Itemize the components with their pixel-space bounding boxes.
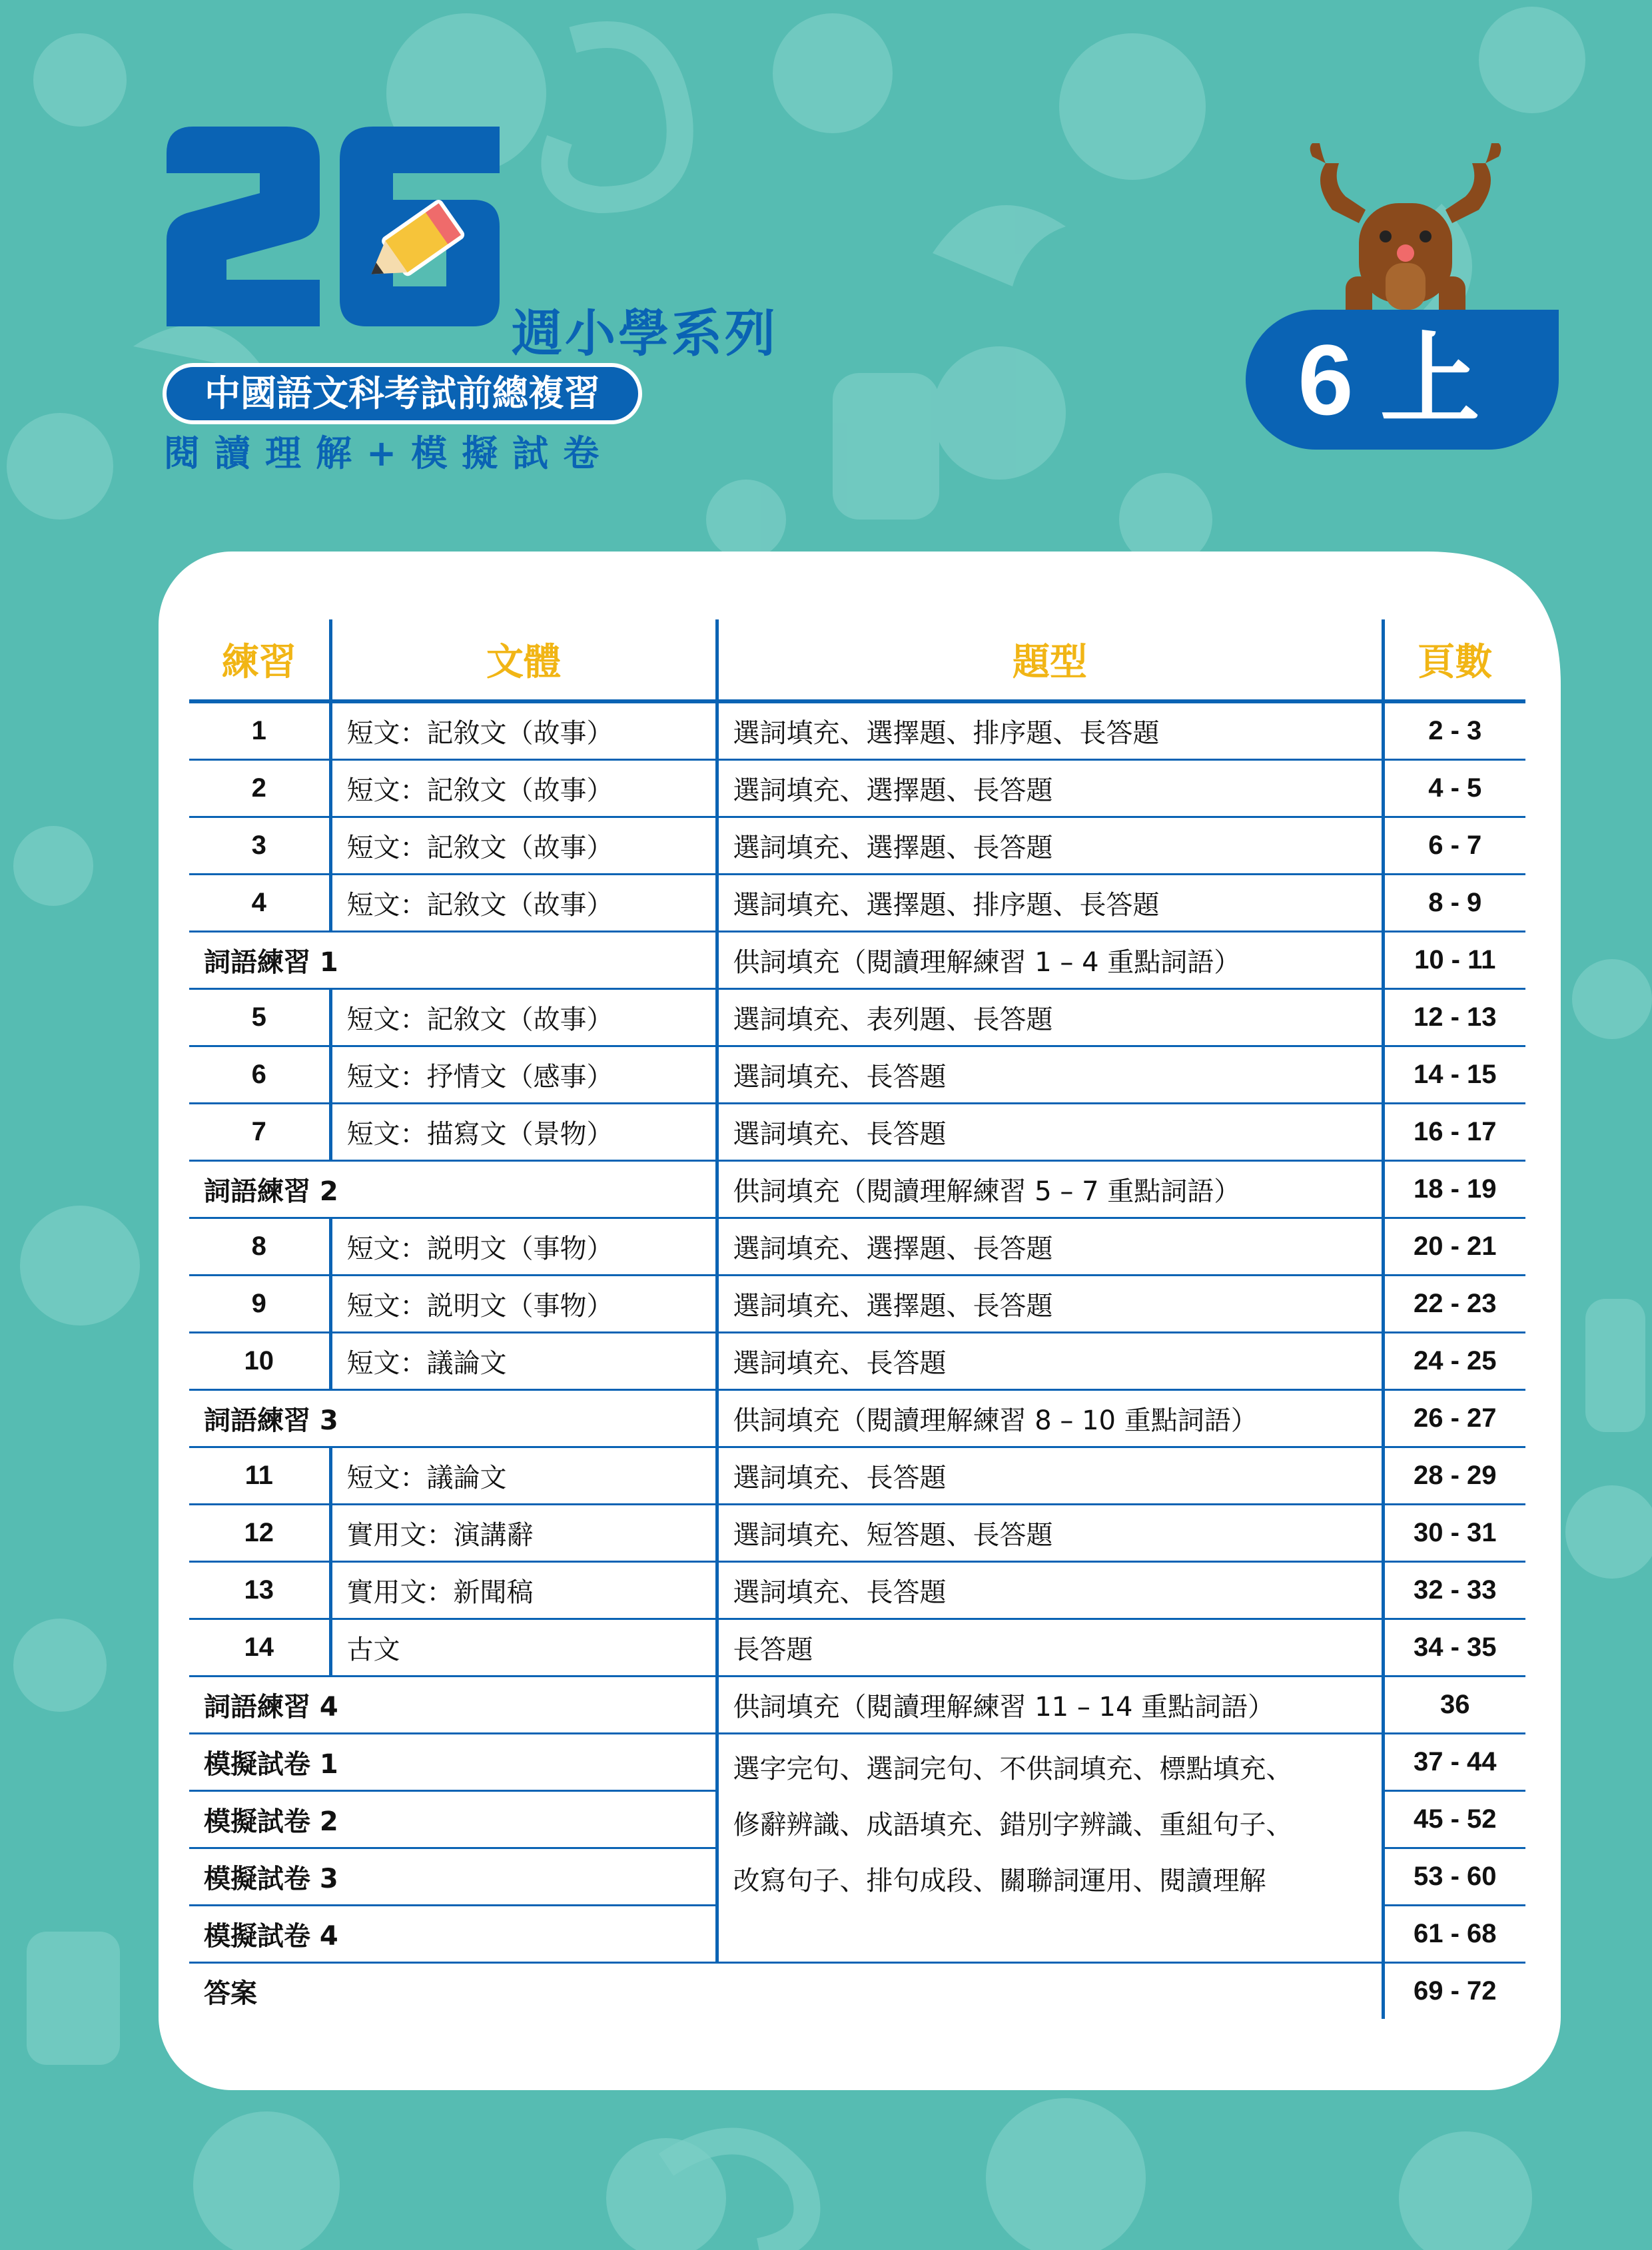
mock-exam-question-types bbox=[717, 1734, 1383, 1963]
table-header-row bbox=[189, 619, 1525, 701]
table-row bbox=[189, 1619, 1525, 1677]
page-range: 4 - 5 bbox=[1383, 760, 1525, 817]
page-range: 45 - 52 bbox=[1383, 1791, 1525, 1848]
genre-cell: 短文：説明文（事物） bbox=[330, 1218, 717, 1276]
genre-cell: 短文：記敘文（故事） bbox=[330, 760, 717, 817]
table-row bbox=[189, 1046, 1525, 1104]
mock-exam-types-line: 改寫句子、排句成段、關聯詞運用、閱讀理解 bbox=[733, 1866, 1266, 1896]
question-types-cell: 選詞填充、選擇題、長答題 bbox=[717, 1276, 1383, 1333]
grade-label: 6上 bbox=[1298, 324, 1507, 436]
exercise-number: 8 bbox=[189, 1218, 330, 1276]
page-range: 18 - 19 bbox=[1383, 1161, 1525, 1218]
genre-cell: 短文：記敘文（故事） bbox=[330, 817, 717, 875]
page-range: 69 - 72 bbox=[1413, 1976, 1497, 2006]
vocab-exercise-label: 詞語練習 2 bbox=[189, 1161, 717, 1218]
table-row bbox=[189, 1333, 1525, 1390]
grade-badge-area bbox=[1246, 143, 1565, 476]
book-subtitle: 閱讀理解+模擬試卷 bbox=[164, 432, 614, 474]
exercise-number: 2 bbox=[189, 760, 330, 817]
exercise-number: 11 bbox=[189, 1447, 330, 1505]
table-row bbox=[189, 701, 1525, 760]
exercise-number: 13 bbox=[189, 1562, 330, 1619]
question-types-cell: 選詞填充、長答題 bbox=[717, 1046, 1383, 1104]
page-range: 36 bbox=[1383, 1677, 1525, 1734]
answers-row bbox=[189, 1963, 1525, 2020]
genre-cell: 短文：抒情文（感事） bbox=[330, 1046, 717, 1104]
page-range: 61 - 68 bbox=[1383, 1906, 1525, 1963]
genre-cell: 短文：記敘文（故事） bbox=[330, 989, 717, 1046]
exercise-number: 3 bbox=[189, 817, 330, 875]
vocab-exercise-label: 詞語練習 1 bbox=[189, 932, 717, 989]
table-row bbox=[189, 1505, 1525, 1562]
header-genre: 文體 bbox=[330, 619, 717, 701]
exercise-number: 9 bbox=[189, 1276, 330, 1333]
table-row bbox=[189, 1447, 1525, 1505]
table-row bbox=[189, 817, 1525, 875]
page-range: 6 - 7 bbox=[1383, 817, 1525, 875]
question-types-cell: 選詞填充、長答題 bbox=[717, 1333, 1383, 1390]
mock-exam-label: 模擬試卷 1 bbox=[189, 1734, 717, 1791]
vocab-exercise-label: 詞語練習 4 bbox=[189, 1677, 717, 1734]
question-types-cell: 供詞填充（閱讀理解練習 1 – 4 重點詞語） bbox=[717, 932, 1383, 989]
genre-cell: 古文 bbox=[330, 1619, 717, 1677]
grade-badge bbox=[1246, 310, 1559, 450]
table-row bbox=[189, 1104, 1525, 1161]
question-types-cell: 選詞填充、選擇題、排序題、長答題 bbox=[717, 701, 1383, 760]
contents-table bbox=[189, 619, 1525, 2019]
mock-exam-row bbox=[189, 1734, 1525, 1791]
table-row bbox=[189, 1218, 1525, 1276]
page-range: 32 - 33 bbox=[1383, 1562, 1525, 1619]
page-range: 22 - 23 bbox=[1383, 1276, 1525, 1333]
page-range: 12 - 13 bbox=[1383, 989, 1525, 1046]
exercise-number: 6 bbox=[189, 1046, 330, 1104]
genre-cell: 短文：記敘文（故事） bbox=[330, 701, 717, 760]
question-types-cell: 選詞填充、選擇題、長答題 bbox=[717, 760, 1383, 817]
mock-exam-types-line: 修辭辨識、成語填充、錯別字辨識、重組句子、 bbox=[733, 1810, 1293, 1840]
table-row bbox=[189, 989, 1525, 1046]
question-types-cell: 選詞填充、短答題、長答題 bbox=[717, 1505, 1383, 1562]
table-row bbox=[189, 1276, 1525, 1333]
page-range: 53 - 60 bbox=[1383, 1848, 1525, 1906]
header-pages: 頁數 bbox=[1383, 619, 1525, 701]
vocab-exercise-row bbox=[189, 1677, 1525, 1734]
exercise-number: 10 bbox=[189, 1333, 330, 1390]
exercise-number: 5 bbox=[189, 989, 330, 1046]
vocab-exercise-row bbox=[189, 1390, 1525, 1447]
exercise-number: 1 bbox=[189, 701, 330, 760]
page-range: 30 - 31 bbox=[1383, 1505, 1525, 1562]
vocab-exercise-label: 詞語練習 3 bbox=[189, 1390, 717, 1447]
logo-26-graphic bbox=[153, 127, 513, 340]
genre-cell: 實用文：演講辭 bbox=[330, 1505, 717, 1562]
question-types-cell: 選詞填充、選擇題、排序題、長答題 bbox=[717, 875, 1383, 932]
series-logo bbox=[153, 127, 819, 473]
table-row bbox=[189, 760, 1525, 817]
question-types-cell: 選詞填充、選擇題、長答題 bbox=[717, 1218, 1383, 1276]
genre-cell: 短文：議論文 bbox=[330, 1447, 717, 1505]
page-range: 26 - 27 bbox=[1383, 1390, 1525, 1447]
page-range: 14 - 15 bbox=[1383, 1046, 1525, 1104]
mock-exam-label: 模擬試卷 3 bbox=[189, 1848, 717, 1906]
page-range: 2 - 3 bbox=[1383, 701, 1525, 760]
header-question-types: 題型 bbox=[717, 619, 1383, 701]
question-types-cell: 選詞填充、長答題 bbox=[717, 1562, 1383, 1619]
question-types-cell: 供詞填充（閱讀理解練習 5 – 7 重點詞語） bbox=[717, 1161, 1383, 1218]
question-types-cell: 選詞填充、長答題 bbox=[717, 1447, 1383, 1505]
page-range: 34 - 35 bbox=[1383, 1619, 1525, 1677]
mock-exam-types-line: 選字完句、選詞完句、不供詞填充、標點填充、 bbox=[733, 1754, 1293, 1784]
page-range: 8 - 9 bbox=[1383, 875, 1525, 932]
answers-label: 答案 bbox=[189, 1963, 1383, 2020]
genre-cell: 短文：議論文 bbox=[330, 1333, 717, 1390]
moose-mascot-icon bbox=[1286, 143, 1525, 330]
question-types-cell: 選詞填充、長答題 bbox=[717, 1104, 1383, 1161]
genre-cell: 短文：描寫文（景物） bbox=[330, 1104, 717, 1161]
exercise-number: 4 bbox=[189, 875, 330, 932]
page-range: 28 - 29 bbox=[1383, 1447, 1525, 1505]
genre-cell: 實用文：新聞稿 bbox=[330, 1562, 717, 1619]
mock-exam-label: 模擬試卷 2 bbox=[189, 1791, 717, 1848]
exercise-number: 7 bbox=[189, 1104, 330, 1161]
page-range: 37 - 44 bbox=[1383, 1734, 1525, 1791]
header-exercise: 練習 bbox=[189, 619, 330, 701]
question-types-cell: 供詞填充（閱讀理解練習 8 – 10 重點詞語） bbox=[717, 1390, 1383, 1447]
series-title: 週小學系列 bbox=[512, 304, 778, 363]
table-row bbox=[189, 1562, 1525, 1619]
vocab-exercise-row bbox=[189, 1161, 1525, 1218]
page-range: 20 - 21 bbox=[1383, 1218, 1525, 1276]
question-types-cell: 選詞填充、表列題、長答題 bbox=[717, 989, 1383, 1046]
question-types-cell: 供詞填充（閱讀理解練習 11 – 14 重點詞語） bbox=[717, 1677, 1383, 1734]
subject-title: 中國語文科考試前總複習 bbox=[163, 363, 642, 424]
vocab-exercise-row bbox=[189, 932, 1525, 989]
genre-cell: 短文：説明文（事物） bbox=[330, 1276, 717, 1333]
exercise-number: 12 bbox=[189, 1505, 330, 1562]
table-row bbox=[189, 875, 1525, 932]
page-range: 10 - 11 bbox=[1383, 932, 1525, 989]
question-types-cell: 長答題 bbox=[717, 1619, 1383, 1677]
mock-exam-label: 模擬試卷 4 bbox=[189, 1906, 717, 1963]
page-range: 24 - 25 bbox=[1383, 1333, 1525, 1390]
page-range: 16 - 17 bbox=[1383, 1104, 1525, 1161]
question-types-cell: 選詞填充、選擇題、長答題 bbox=[717, 817, 1383, 875]
genre-cell: 短文：記敘文（故事） bbox=[330, 875, 717, 932]
exercise-number: 14 bbox=[189, 1619, 330, 1677]
